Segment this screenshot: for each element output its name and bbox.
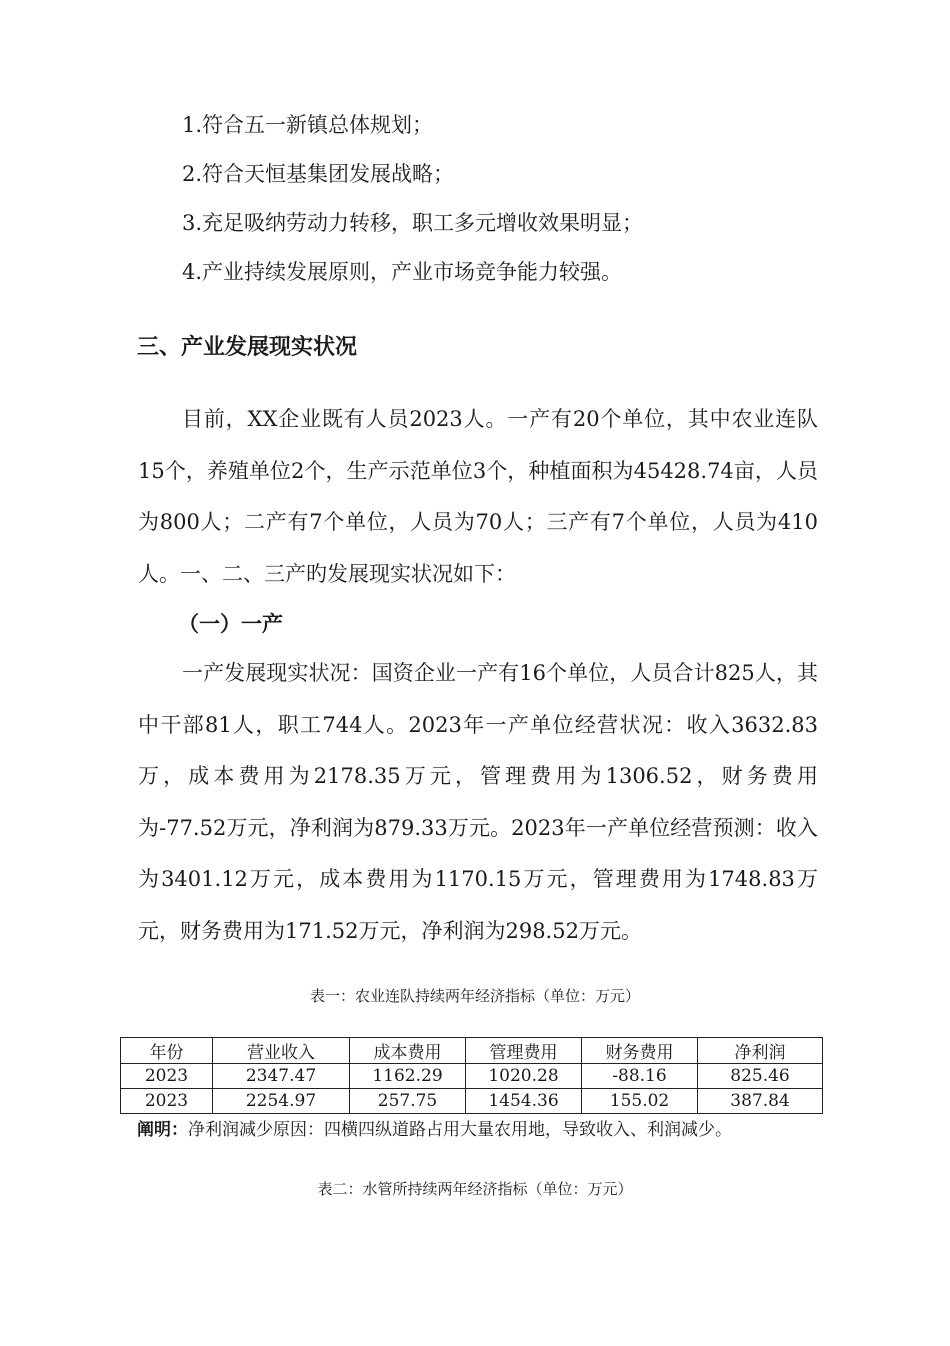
table1-caption: 表一：农业连队持续两年经济指标（单位：万元） — [309, 987, 640, 1005]
table-header-cell: 财务费用 — [582, 1038, 698, 1064]
table-header-cell: 管理费用 — [466, 1038, 582, 1064]
principle-item-4: 4.产业持续发展原则，产业市场竞争能力较强。 — [182, 260, 623, 284]
table2-caption: 表二：水管所持续两年经济指标（单位：万元） — [317, 1180, 633, 1198]
detail-paragraph: 一产发展现实状况：国资企业一产有16个单位，人员合计825人，其中干部81人，职工744人。2023年一产单位经营状况：收入3632.83万，成本费用为2178.35万元，管理费用为1306.52，财务费用为-77.52万元，净利润为879.33万元。2023年一产单位经营预测：收入为3401.12万元，成本费用为1170.15万元，管理费用为1748.83万元，财务费用为171.52万元，净利润为298.52万元。 — [138, 661, 818, 943]
principle-item-1: 1.符合五一新镇总体规划； — [182, 113, 434, 137]
principle-item-2: 2.符合天恒基集团发展战略； — [182, 162, 455, 186]
table-cell: 2023 — [121, 1089, 213, 1114]
table-cell: 1454.36 — [466, 1089, 582, 1114]
principle-item-3: 3.充足吸纳劳动力转移，职工多元增收效果明显； — [182, 211, 644, 235]
note-label: 阐明： — [137, 1120, 188, 1140]
table-cell: 155.02 — [582, 1089, 698, 1114]
table-cell: 825.46 — [698, 1064, 823, 1089]
table-cell: 2254.97 — [213, 1089, 350, 1114]
table-cell: 1020.28 — [466, 1064, 582, 1089]
table-cell: -88.16 — [582, 1064, 698, 1089]
table-header-row — [121, 1038, 823, 1064]
table-header-cell: 成本费用 — [350, 1038, 466, 1064]
table-row — [121, 1064, 823, 1089]
table-cell: 2347.47 — [213, 1064, 350, 1089]
economic-indicators-table — [120, 1037, 823, 1114]
table-header-cell: 营业收入 — [213, 1038, 350, 1064]
table-cell: 1162.29 — [350, 1064, 466, 1089]
intro-paragraph: 目前，XX企业既有人员2023人。一产有20个单位，其中农业连队15个，养殖单位2个，生产示范单位3个，种植面积为45428.74亩，人员为800人；二产有7个单位，人员为70人；三产有7个单位，人员为410人。一、二、三产旳发展现实状况如下： — [138, 407, 818, 586]
section-heading: 三、产业发展现实状况 — [137, 335, 358, 360]
note-text: 净利润减少原因：四横四纵道路占用大量农用地，导致收入、利润减少。 — [188, 1120, 732, 1140]
table-header-cell: 年份 — [121, 1038, 213, 1064]
subsection-heading: （一）一产 — [178, 612, 283, 636]
table-cell: 2023 — [121, 1064, 213, 1089]
table-row — [121, 1089, 823, 1114]
table-cell: 387.84 — [698, 1089, 823, 1114]
table-cell: 257.75 — [350, 1089, 466, 1114]
table-header-cell: 净利润 — [698, 1038, 823, 1064]
table-note — [137, 1115, 732, 1140]
